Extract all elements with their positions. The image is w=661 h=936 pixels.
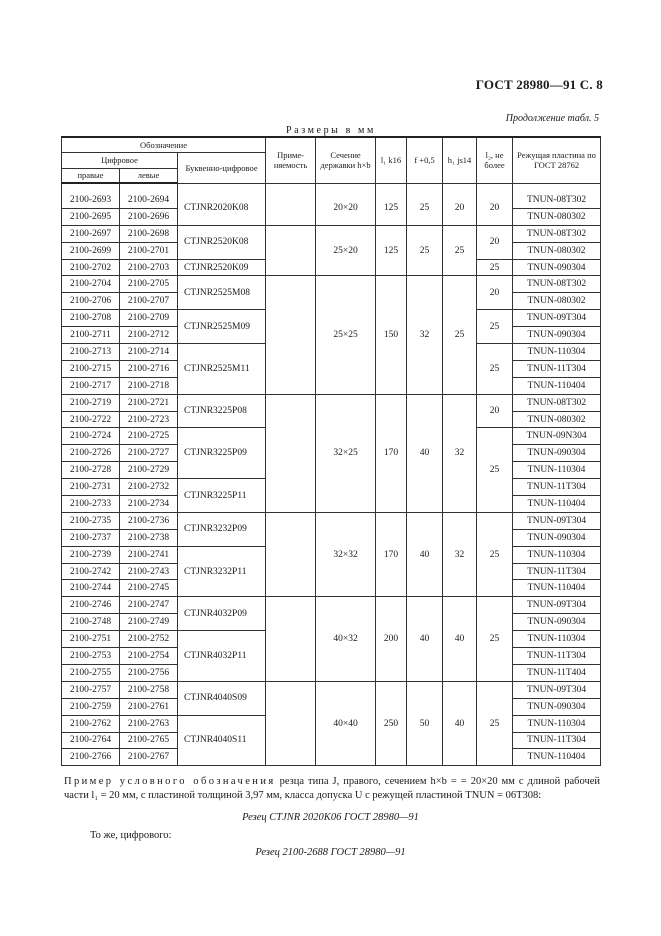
insert-code: TNUN-11T304 xyxy=(513,563,601,580)
code-right: 2100-2713 xyxy=(62,344,120,361)
code-left: 2100-2767 xyxy=(120,749,178,766)
code-right: 2100-2735 xyxy=(62,512,120,529)
insert-code: TNUN-09T304 xyxy=(513,512,601,529)
insert-code: TNUN-08T302 xyxy=(513,192,601,208)
insert-code: TNUN-080302 xyxy=(513,208,601,225)
code-left: 2100-2721 xyxy=(120,394,178,411)
code-left: 2100-2749 xyxy=(120,614,178,631)
example-formula-alphanumeric: Резец CTJNR 2020K06 ГОСТ 28980—91 xyxy=(242,812,419,823)
code-left: 2100-2707 xyxy=(120,293,178,310)
insert-code: TNUN-080302 xyxy=(513,242,601,259)
code-right: 2100-2717 xyxy=(62,377,120,394)
header-applicability: Приме-няемость xyxy=(266,137,316,183)
code-left: 2100-2718 xyxy=(120,377,178,394)
code-right: 2100-2744 xyxy=(62,580,120,597)
header-insert: Режущая пластина по ГОСТ 28762 xyxy=(513,137,601,183)
alphanumeric-code: CTJNR3232P09 xyxy=(178,512,266,546)
code-right: 2100-2708 xyxy=(62,310,120,327)
header-digital: Цифровое xyxy=(62,152,178,168)
insert-code: TNUN-090304 xyxy=(513,614,601,631)
insert-code: TNUN-090304 xyxy=(513,698,601,715)
code-left: 2100-2763 xyxy=(120,715,178,732)
code-left: 2100-2705 xyxy=(120,276,178,293)
header-right: правые xyxy=(62,168,120,183)
code-left: 2100-2734 xyxy=(120,496,178,513)
l2-value: 25 xyxy=(477,344,513,395)
applicability-cell xyxy=(266,276,316,394)
table-continuation-label: Продолжение табл. 5 xyxy=(505,113,599,124)
alphanumeric-code: CTJNR4040S09 xyxy=(178,681,266,715)
section-value: 32×32 xyxy=(316,512,376,596)
header-l1: l₁ k16 xyxy=(376,137,407,183)
code-left: 2100-2709 xyxy=(120,310,178,327)
insert-code: TNUN-11T304 xyxy=(513,360,601,377)
insert-code: TNUN-090304 xyxy=(513,529,601,546)
page-header: ГОСТ 28980—91 С. 8 xyxy=(475,77,603,92)
dimensions-caption: Размеры в мм xyxy=(286,125,376,136)
insert-code: TNUN-11T304 xyxy=(513,479,601,496)
code-left: 2100-2745 xyxy=(120,580,178,597)
code-right: 2100-2757 xyxy=(62,681,120,698)
code-right: 2100-2697 xyxy=(62,225,120,242)
header-left: левые xyxy=(120,168,178,183)
f-value: 32 xyxy=(407,276,443,394)
insert-code: TNUN-09T304 xyxy=(513,597,601,614)
code-right: 2100-2742 xyxy=(62,563,120,580)
code-right: 2100-2764 xyxy=(62,732,120,749)
f-value: 40 xyxy=(407,512,443,596)
code-left: 2100-2703 xyxy=(120,259,178,276)
l1-value: 150 xyxy=(376,276,407,394)
code-left: 2100-2758 xyxy=(120,681,178,698)
insert-code: TNUN-080302 xyxy=(513,293,601,310)
table-row xyxy=(62,597,601,614)
code-left: 2100-2752 xyxy=(120,631,178,648)
code-right: 2100-2759 xyxy=(62,698,120,715)
l1-value: 170 xyxy=(376,394,407,512)
code-right: 2100-2711 xyxy=(62,327,120,344)
h1-value: 40 xyxy=(443,597,477,681)
alphanumeric-code: CTJNR4032P11 xyxy=(178,631,266,682)
f-value: 40 xyxy=(407,597,443,681)
code-right: 2100-2699 xyxy=(62,242,120,259)
insert-code: TNUN-110304 xyxy=(513,344,601,361)
l2-value: 25 xyxy=(477,597,513,681)
alphanumeric-code: CTJNR2520K09 xyxy=(178,259,266,276)
same-digital-label: То же, цифрового: xyxy=(90,830,172,841)
table-row xyxy=(62,512,601,529)
insert-code: TNUN-11T304 xyxy=(513,732,601,749)
header-h1: h₁ js14 xyxy=(443,137,477,183)
example-lead: Пример условного обозначения xyxy=(64,776,276,787)
applicability-cell xyxy=(266,512,316,596)
code-left: 2100-2714 xyxy=(120,344,178,361)
l1-value: 170 xyxy=(376,512,407,596)
f-value: 25 xyxy=(407,192,443,225)
code-right: 2100-2719 xyxy=(62,394,120,411)
insert-code: TNUN-110404 xyxy=(513,749,601,766)
header-alphanumeric: Буквенно-цифровое xyxy=(178,152,266,183)
header-l2: l₂, не более xyxy=(477,137,513,183)
insert-code: TNUN-08T302 xyxy=(513,225,601,242)
alphanumeric-code: CTJNR3232P11 xyxy=(178,546,266,597)
l2-value: 25 xyxy=(477,310,513,344)
example-body: резца типа J, правого, сечением h×b = = 20×20 мм с длиной рабочей части l₁ = 20 мм, с пластиной толщиной 3,97 мм, класса допуска U с режущей пластиной TNUN = 06Т308: xyxy=(64,776,601,801)
code-left: 2100-2741 xyxy=(120,546,178,563)
code-left: 2100-2729 xyxy=(120,462,178,479)
code-left: 2100-2736 xyxy=(120,512,178,529)
insert-code: TNUN-080302 xyxy=(513,411,601,428)
insert-code: TNUN-110304 xyxy=(513,546,601,563)
f-value: 25 xyxy=(407,225,443,276)
insert-code: TNUN-08T302 xyxy=(513,394,601,411)
code-left: 2100-2738 xyxy=(120,529,178,546)
applicability-cell xyxy=(266,597,316,681)
alphanumeric-code: CTJNR2525M09 xyxy=(178,310,266,344)
applicability-cell xyxy=(266,192,316,225)
header-section: Сечение державки h×b xyxy=(316,137,376,183)
insert-code: TNUN-090304 xyxy=(513,327,601,344)
h1-value: 20 xyxy=(443,192,477,225)
code-right: 2100-2751 xyxy=(62,631,120,648)
insert-code: TNUN-090304 xyxy=(513,445,601,462)
section-value: 25×25 xyxy=(316,276,376,394)
code-left: 2100-2761 xyxy=(120,698,178,715)
h1-value: 25 xyxy=(443,276,477,394)
code-left: 2100-2716 xyxy=(120,360,178,377)
code-right: 2100-2722 xyxy=(62,411,120,428)
section-value: 40×32 xyxy=(316,597,376,681)
table-row xyxy=(62,394,601,411)
insert-code: TNUN-090304 xyxy=(513,259,601,276)
code-right: 2100-2762 xyxy=(62,715,120,732)
alphanumeric-code: CTJNR4040S11 xyxy=(178,715,266,766)
alphanumeric-code: CTJNR2020K08 xyxy=(178,192,266,225)
code-right: 2100-2704 xyxy=(62,276,120,293)
insert-code: TNUN-110304 xyxy=(513,631,601,648)
alphanumeric-code: CTJNR3225P09 xyxy=(178,428,266,479)
alphanumeric-code: CTJNR2525M08 xyxy=(178,276,266,310)
insert-code: TNUN-09N304 xyxy=(513,428,601,445)
table-body xyxy=(62,183,601,766)
l2-value: 20 xyxy=(477,225,513,259)
code-right: 2100-2726 xyxy=(62,445,120,462)
insert-code: TNUN-110404 xyxy=(513,496,601,513)
code-right: 2100-2695 xyxy=(62,208,120,225)
table-row xyxy=(62,276,601,293)
code-right: 2100-2737 xyxy=(62,529,120,546)
insert-code: TNUN-09T304 xyxy=(513,681,601,698)
applicability-cell xyxy=(266,681,316,765)
section-value: 32×25 xyxy=(316,394,376,512)
code-right: 2100-2733 xyxy=(62,496,120,513)
h1-value: 40 xyxy=(443,681,477,765)
code-right: 2100-2746 xyxy=(62,597,120,614)
code-right: 2100-2755 xyxy=(62,664,120,681)
code-right: 2100-2731 xyxy=(62,479,120,496)
code-left: 2100-2727 xyxy=(120,445,178,462)
insert-code: TNUN-11T404 xyxy=(513,664,601,681)
code-right: 2100-2724 xyxy=(62,428,120,445)
alphanumeric-code: CTJNR2525M11 xyxy=(178,344,266,395)
example-formula-digital: Резец 2100-2688 ГОСТ 28980—91 xyxy=(255,847,406,858)
l2-value: 20 xyxy=(477,192,513,225)
h1-value: 32 xyxy=(443,394,477,512)
f-value: 50 xyxy=(407,681,443,765)
cutter-table xyxy=(61,136,601,766)
alphanumeric-code: CTJNR4032P09 xyxy=(178,597,266,631)
section-value: 25×20 xyxy=(316,225,376,276)
code-left: 2100-2732 xyxy=(120,479,178,496)
insert-code: TNUN-110304 xyxy=(513,715,601,732)
h1-value: 25 xyxy=(443,225,477,276)
table-row xyxy=(62,225,601,242)
table-row xyxy=(62,681,601,698)
h1-value: 32 xyxy=(443,512,477,596)
section-value: 20×20 xyxy=(316,192,376,225)
l2-value: 25 xyxy=(477,681,513,765)
header-designation: Обозначение xyxy=(62,137,266,152)
applicability-cell xyxy=(266,225,316,276)
l2-value: 20 xyxy=(477,276,513,310)
insert-code: TNUN-110404 xyxy=(513,377,601,394)
l1-value: 200 xyxy=(376,597,407,681)
code-right: 2100-2706 xyxy=(62,293,120,310)
code-right: 2100-2693 xyxy=(62,192,120,208)
code-right: 2100-2715 xyxy=(62,360,120,377)
code-left: 2100-2701 xyxy=(120,242,178,259)
code-right: 2100-2753 xyxy=(62,648,120,665)
alphanumeric-code: CTJNR2520K08 xyxy=(178,225,266,259)
alphanumeric-code: CTJNR3225P11 xyxy=(178,479,266,513)
insert-code: TNUN-11T304 xyxy=(513,648,601,665)
code-right: 2100-2702 xyxy=(62,259,120,276)
alphanumeric-code: CTJNR3225P08 xyxy=(178,394,266,428)
code-left: 2100-2747 xyxy=(120,597,178,614)
example-paragraph xyxy=(64,775,600,802)
code-left: 2100-2723 xyxy=(120,411,178,428)
code-left: 2100-2756 xyxy=(120,664,178,681)
insert-code: TNUN-09T304 xyxy=(513,310,601,327)
table-row xyxy=(62,192,601,208)
code-left: 2100-2696 xyxy=(120,208,178,225)
insert-code: TNUN-110304 xyxy=(513,462,601,479)
code-left: 2100-2754 xyxy=(120,648,178,665)
l1-value: 125 xyxy=(376,225,407,276)
l2-value: 25 xyxy=(477,259,513,276)
l1-value: 125 xyxy=(376,192,407,225)
section-value: 40×40 xyxy=(316,681,376,765)
l1-value: 250 xyxy=(376,681,407,765)
l2-value: 25 xyxy=(477,428,513,512)
code-left: 2100-2712 xyxy=(120,327,178,344)
code-left: 2100-2725 xyxy=(120,428,178,445)
l2-value: 20 xyxy=(477,394,513,428)
code-left: 2100-2698 xyxy=(120,225,178,242)
code-right: 2100-2739 xyxy=(62,546,120,563)
applicability-cell xyxy=(266,394,316,512)
insert-code: TNUN-08T302 xyxy=(513,276,601,293)
code-left: 2100-2694 xyxy=(120,192,178,208)
l2-value: 25 xyxy=(477,512,513,596)
code-left: 2100-2765 xyxy=(120,732,178,749)
f-value: 40 xyxy=(407,394,443,512)
code-right: 2100-2728 xyxy=(62,462,120,479)
code-left: 2100-2743 xyxy=(120,563,178,580)
header-f: f +0,5 xyxy=(407,137,443,183)
code-right: 2100-2766 xyxy=(62,749,120,766)
code-right: 2100-2748 xyxy=(62,614,120,631)
insert-code: TNUN-110404 xyxy=(513,580,601,597)
